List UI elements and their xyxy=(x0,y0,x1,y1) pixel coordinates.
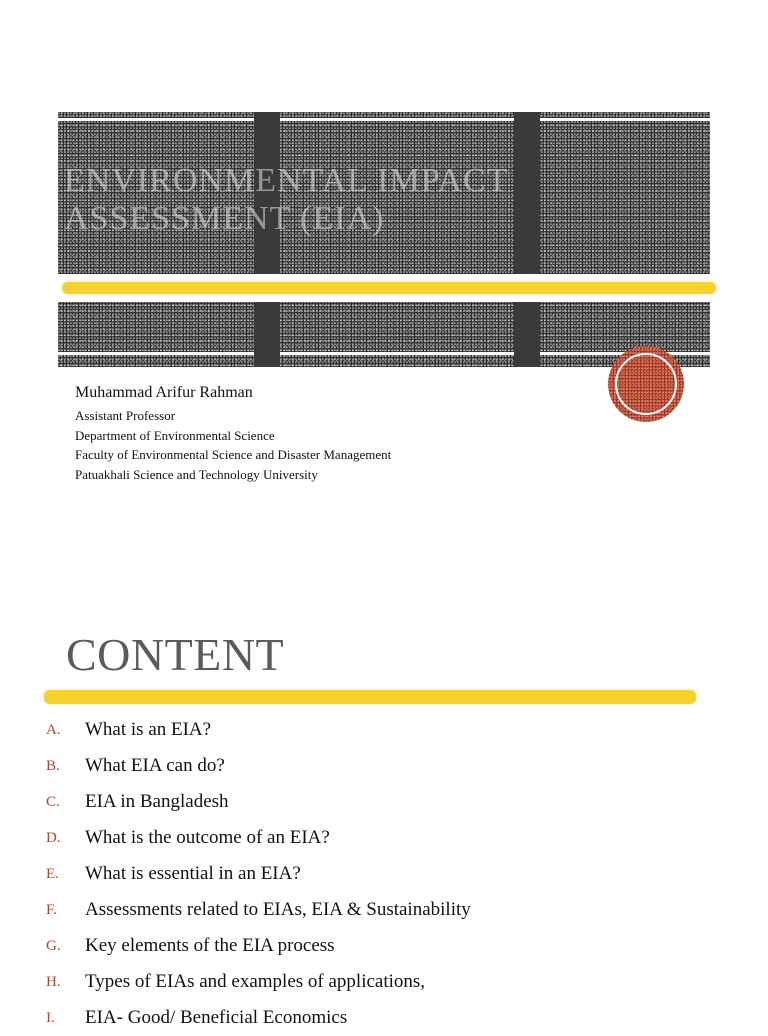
title-banner xyxy=(58,112,710,367)
list-item xyxy=(46,1000,471,1036)
item-text: Types of EIAs and examples of applications, xyxy=(85,971,426,992)
item-text: What is essential in an EIA? xyxy=(85,863,301,884)
item-letter: C. xyxy=(46,793,60,810)
list-item xyxy=(46,712,471,748)
item-text: What EIA can do? xyxy=(85,755,225,776)
content-list xyxy=(46,712,471,1036)
list-item xyxy=(46,928,471,964)
highlight-stroke xyxy=(44,690,696,704)
author-name: Muhammad Arifur Rahman xyxy=(75,384,253,401)
item-letter: E. xyxy=(46,865,59,882)
item-text: EIA- Good/ Beneficial Economics xyxy=(85,1007,348,1028)
item-letter: D. xyxy=(46,829,61,846)
banner-column xyxy=(254,112,280,367)
item-text: Assessments related to EIAs, EIA & Sustainability xyxy=(85,899,471,920)
item-letter: H. xyxy=(46,973,61,990)
item-text: Key elements of the EIA process xyxy=(85,935,335,956)
content-title: CONTENT xyxy=(66,629,285,680)
banner-stripe xyxy=(58,118,710,121)
author-faculty: Faculty of Environmental Science and Disaster Management xyxy=(75,447,392,462)
item-letter: F. xyxy=(46,901,57,918)
item-letter: A. xyxy=(46,721,61,738)
list-item xyxy=(46,784,471,820)
banner-column xyxy=(514,112,540,367)
item-letter: B. xyxy=(46,757,60,774)
author-position: Assistant Professor xyxy=(75,408,176,423)
list-item xyxy=(46,820,471,856)
list-item xyxy=(46,748,471,784)
banner-stripe xyxy=(58,352,710,355)
list-item xyxy=(46,892,471,928)
badge-ring xyxy=(615,353,677,415)
author-university: Patuakhali Science and Technology University xyxy=(75,467,318,482)
author-department: Department of Environmental Science xyxy=(75,428,275,443)
content-slide xyxy=(0,560,768,1028)
highlight-stroke xyxy=(62,282,716,294)
list-item xyxy=(46,856,471,892)
list-item xyxy=(46,964,471,1000)
item-text: What is the outcome of an EIA? xyxy=(85,827,330,848)
item-text: EIA in Bangladesh xyxy=(85,791,229,812)
item-letter: I. xyxy=(46,1009,55,1026)
item-letter: G. xyxy=(46,937,61,954)
slide-title: ENVIRONMENTAL IMPACT ASSESSMENT (EIA) xyxy=(64,162,508,237)
slide-badge xyxy=(608,346,684,422)
item-text: What is an EIA? xyxy=(85,719,212,740)
